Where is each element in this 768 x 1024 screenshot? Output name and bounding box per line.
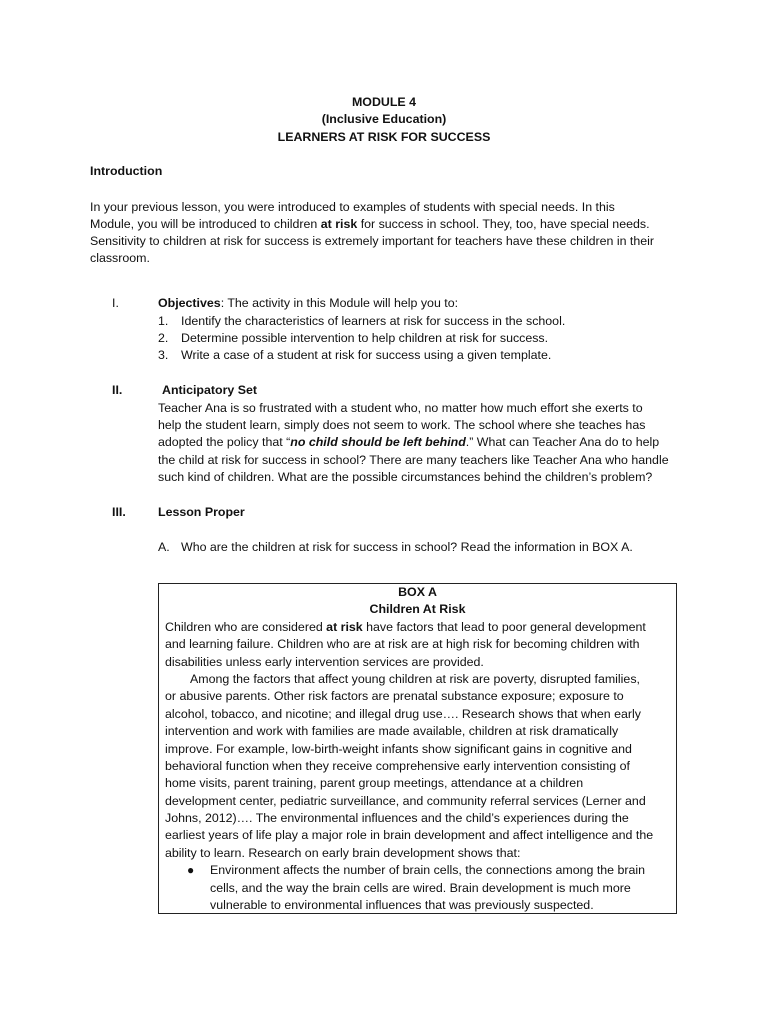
box-line: intervention and work with families are made available, children at risk dramatically bbox=[165, 724, 619, 738]
objective-item-num: 1. bbox=[158, 314, 169, 328]
box-line bbox=[165, 619, 646, 636]
box-line-1-pre: Children who are considered bbox=[165, 620, 327, 634]
anticipatory-line-5: such kind of children. What are the possible circumstances behind the children’s problem? bbox=[158, 470, 653, 484]
module-number: MODULE 4 bbox=[351, 95, 417, 109]
module-title: LEARNERS AT RISK FOR SUCCESS bbox=[277, 130, 491, 144]
lesson-numeral: III. bbox=[112, 505, 126, 519]
box-line: earliest years of life play a major role in brain development and affect intelligence and the bbox=[165, 828, 654, 842]
anticipatory-line-4: the child at risk for success in school? There are many teachers like Teacher Ana who handle bbox=[158, 453, 669, 467]
policy-quote: no child should be left behind bbox=[290, 435, 466, 449]
anticipatory-line-3-pre: adopted the policy that “ bbox=[158, 435, 291, 449]
anticipatory-line-2: help the student learn, simply does not seem to work. The school where she teaches has bbox=[158, 418, 646, 432]
lesson-item-text: Who are the children at risk for success in school? Read the information in BOX A. bbox=[181, 540, 633, 554]
box-line: home visits, parent training, parent group meetings, attendance at a children bbox=[165, 776, 584, 790]
objective-item-text: Determine possible intervention to help children at risk for success. bbox=[181, 331, 549, 345]
objectives-numeral: I. bbox=[112, 296, 119, 310]
intro-line-2 bbox=[90, 216, 650, 233]
intro-line-1: In your previous lesson, you were introduced to examples of students with special needs. In this bbox=[90, 200, 615, 214]
box-line: and learning failure. Children who are at risk are at high risk for becoming children with bbox=[165, 637, 640, 651]
at-risk-emphasis: at risk bbox=[320, 217, 358, 231]
bullet-line: vulnerable to environmental influences that was previously suspected. bbox=[210, 898, 594, 912]
objective-item-text: Write a case of a student at risk for success using a given template. bbox=[181, 348, 552, 362]
anticipatory-line-1: Teacher Ana is so frustrated with a student who, no matter how much effort she exerts to bbox=[158, 401, 643, 415]
box-line: behavioral function when they receive comprehensive early intervention consisting of bbox=[165, 759, 630, 773]
box-line-1-post: have factors that lead to poor general development bbox=[362, 620, 646, 634]
intro-line-2-pre: Module, you will be introduced to children bbox=[90, 217, 321, 231]
anticipatory-numeral: II. bbox=[112, 383, 123, 397]
anticipatory-heading: Anticipatory Set bbox=[162, 383, 258, 397]
objective-item-text: Identify the characteristics of learners at risk for success in the school. bbox=[181, 314, 566, 328]
intro-line-2-post: for success in school. They, too, have special needs. bbox=[357, 217, 650, 231]
module-subject: (Inclusive Education) bbox=[321, 112, 447, 126]
anticipatory-line-3-post: .” What can Teacher Ana do to help bbox=[465, 435, 660, 449]
box-line: alcohol, tobacco, and nicotine; and illegal drug use…. Research shows that when early bbox=[165, 707, 641, 721]
objectives-intro: : The activity in this Module will help you to: bbox=[220, 296, 459, 310]
lesson-heading: Lesson Proper bbox=[158, 505, 245, 519]
objective-item-num: 2. bbox=[158, 331, 169, 345]
objectives-line bbox=[158, 295, 458, 312]
box-line: improve. For example, low-birth-weight infants show significant gains in cognitive and bbox=[165, 742, 632, 756]
bullet-line: Environment affects the number of brain cells, the connections among the brain bbox=[210, 863, 646, 877]
box-at-risk-emphasis: at risk bbox=[326, 620, 363, 634]
box-line: ability to learn. Research on early brain development shows that: bbox=[165, 846, 521, 860]
box-subtitle: Children At Risk bbox=[369, 602, 466, 616]
box-title: BOX A bbox=[398, 585, 437, 599]
intro-line-4: classroom. bbox=[90, 251, 150, 265]
lesson-item-label: A. bbox=[158, 540, 170, 554]
bullet-line: cells, and the way the brain cells are wired. Brain development is much more bbox=[210, 881, 631, 895]
box-line: disabilities unless early intervention services are provided. bbox=[165, 655, 484, 669]
box-line: Johns, 2012)…. The environmental influences and the child’s experiences during the bbox=[165, 811, 629, 825]
objective-item-num: 3. bbox=[158, 348, 169, 362]
box-line: or abusive parents. Other risk factors are prenatal substance exposure; exposure to bbox=[165, 689, 624, 703]
box-line: development center, pediatric surveillance, and community referral services (Lerner and bbox=[165, 794, 646, 808]
anticipatory-line-3 bbox=[158, 434, 659, 451]
bullet-icon: ● bbox=[187, 863, 195, 877]
box-line: Among the factors that affect young children at risk are poverty, disrupted families, bbox=[190, 672, 640, 686]
objectives-label: Objectives bbox=[158, 296, 221, 310]
intro-line-3: Sensitivity to children at risk for success is extremely important for teachers have these children in their bbox=[90, 234, 655, 248]
introduction-heading: Introduction bbox=[90, 164, 163, 178]
